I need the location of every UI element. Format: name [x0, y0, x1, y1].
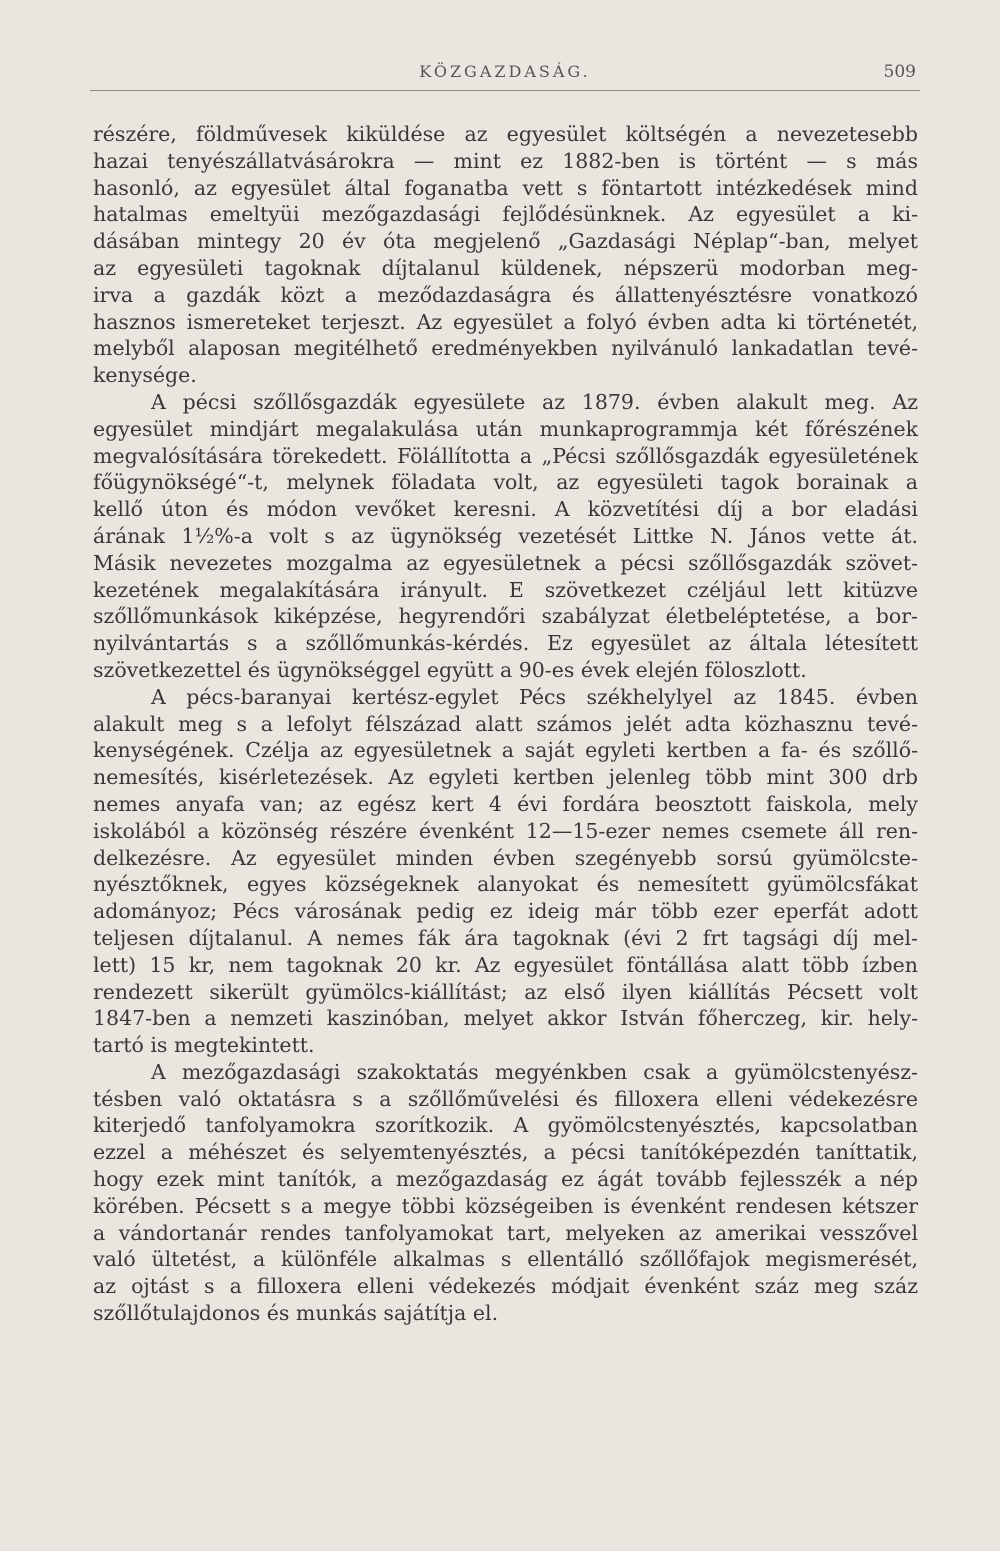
chapter-title: KÖZGAZDASÁG. [419, 62, 591, 81]
text-line: a vándortanár rendes tanfolyamokat tart, melyeken az amerikai vesszővel [93, 1220, 918, 1245]
text-line: nyésztőknek, egyes községeknek alanyokat és nemesített gyümölcsfákat [93, 872, 918, 897]
text-line: árának 1½%-a volt s az ügynökség vezetését Littke N. János vette át. [93, 523, 918, 548]
text-line: való ültetést, a különféle alkalmas s ellentálló szőllőfajok megismerését, [93, 1247, 918, 1272]
text-line: ezzel a méhészet és selyemtenyésztés, a pécsi tanítóképezdén taníttatik, [93, 1140, 918, 1165]
text-line: tésben való oktatásra s a szőllőművelési és filloxera elleni védekezésre [93, 1086, 918, 1111]
text-line: körében. Pécsett s a megye többi községeiben is évenként rendesen kétszer [93, 1193, 918, 1218]
text-line: hasznos ismereteket terjeszt. Az egyesület a folyó évben adta ki történetét, [93, 309, 918, 334]
text-line: szőllőtulajdonos és munkás sajátítja el. [93, 1301, 499, 1326]
paragraph-start-line: A mezőgazdasági szakoktatás megyénkben csak a gyümölcstenyész- [151, 1059, 918, 1084]
paragraph-start-line: A pécs-baranyai kertész-egylet Pécs székhelylyel az 1845. évben [151, 684, 918, 709]
text-line: megvalósítására törekedett. Fölállította a „Pécsi szőllősgazdák egyesületének [93, 443, 918, 468]
text-line: delkezésre. Az egyesület minden évben szegényebb sorsú gyümölcste- [93, 845, 918, 870]
text-line: kellő úton és módon vevőket keresni. A közvetítési díj a bor eladási [93, 497, 918, 522]
text-line: lett) 15 kr, nem tagoknak 20 kr. Az egyesület föntállása alatt több ízben [93, 952, 918, 977]
text-line: tartó is megtekintett. [93, 1033, 315, 1058]
paragraph-start-line: A pécsi szőllősgazdák egyesülete az 1879. évben alakult meg. Az [151, 389, 918, 414]
text-line: főügynökségé“-t, melynek föladata volt, az egyesületi tagok borainak a [93, 470, 918, 495]
text-line: egyesület mindjárt megalakulása után munkaprogrammja két főrészének [93, 416, 918, 441]
text-line: adományoz; Pécs városának pedig ez ideig már több ezer eperfát adott [93, 899, 918, 924]
text-line: kenysége. [93, 363, 197, 388]
text-line: kiterjedő tanfolyamokra szorítkozik. A gyömölcstenyésztés, kapcsolatban [93, 1113, 918, 1138]
text-line: iskolából a közönség részére évenként 12—15-ezer nemes csemete áll ren- [93, 818, 918, 843]
text-line: 1847-ben a nemzeti kaszinóban, melyet akkor István főherczeg, kir. hely- [93, 1006, 918, 1031]
text-line: nemes anyafa van; az egész kert 4 évi fordára beosztott faiskola, mely [93, 791, 918, 816]
text-line: irva a gazdák közt a meződazdaságra és állattenyésztésre vonatkozó [93, 282, 918, 307]
text-line: nemesítés, kisérletezések. Az egyleti kertben jelenleg több mint 300 drb [93, 765, 918, 790]
text-line: hogy ezek mint tanítók, a mezőgazdaság ez ágát tovább fejlesszék a nép [93, 1167, 918, 1192]
text-line: részére, földművesek kiküldése az egyesület költségén a nevezetesebb [93, 122, 918, 146]
text-line: alakult meg s a lefolyt félszázad alatt számos jelét adta közhasznu tevé- [93, 711, 918, 736]
text-line: kenységének. Czélja az egyesületnek a saját egyleti kertben a fa- és szőllő- [93, 738, 918, 763]
text-line: dásában mintegy 20 év óta megjelenő „Gazdasági Néplap“-ban, melyet [93, 229, 918, 254]
text-line: nyilvántartás s a szőllőmunkás-kérdés. Ez egyesület az általa létesített [93, 631, 918, 656]
text-line: Másik nevezetes mozgalma az egyesületnek a pécsi szőllősgazdák szövet- [93, 550, 918, 575]
text-line: teljesen díjtalanul. A nemes fák ára tagoknak (évi 2 frt tagsági díj mel- [93, 925, 918, 950]
page-number: 509 [883, 62, 916, 82]
text-line: hatalmas emeltyüi mezőgazdasági fejlődésünknek. Az egyesület a ki- [93, 202, 918, 227]
text-line: melyből alaposan megitélhető eredményekben nyilvánuló lankadatlan tevé- [93, 336, 918, 361]
text-line: szőllőmunkások kiképzése, hegyrendőri szabályzat életbeléptetése, a bor- [93, 604, 918, 629]
running-header [90, 60, 920, 91]
text-line: hasonló, az egyesület által foganatba vett s föntartott intézkedések mind [93, 175, 918, 200]
body-text [93, 121, 918, 1327]
text-line: kezetének megalakítására irányult. E szövetkezet czéljául lett kitüzve [93, 577, 918, 602]
text-line: szövetkezettel és ügynökséggel együtt a 90-es évek elején föloszlott. [93, 657, 807, 682]
text-line: az egyesületi tagoknak díjtalanul küldenek, népszerü modorban meg- [93, 255, 918, 280]
text-line: hazai tenyészállatvásárokra — mint ez 1882-ben is történt — s más [93, 148, 918, 173]
text-line: az ojtást s a filloxera elleni védekezés módjait évenként száz meg száz [93, 1274, 918, 1299]
text-line: rendezett sikerült gyümölcs-kiállítást; az első ilyen kiállítás Pécsett volt [93, 979, 918, 1004]
